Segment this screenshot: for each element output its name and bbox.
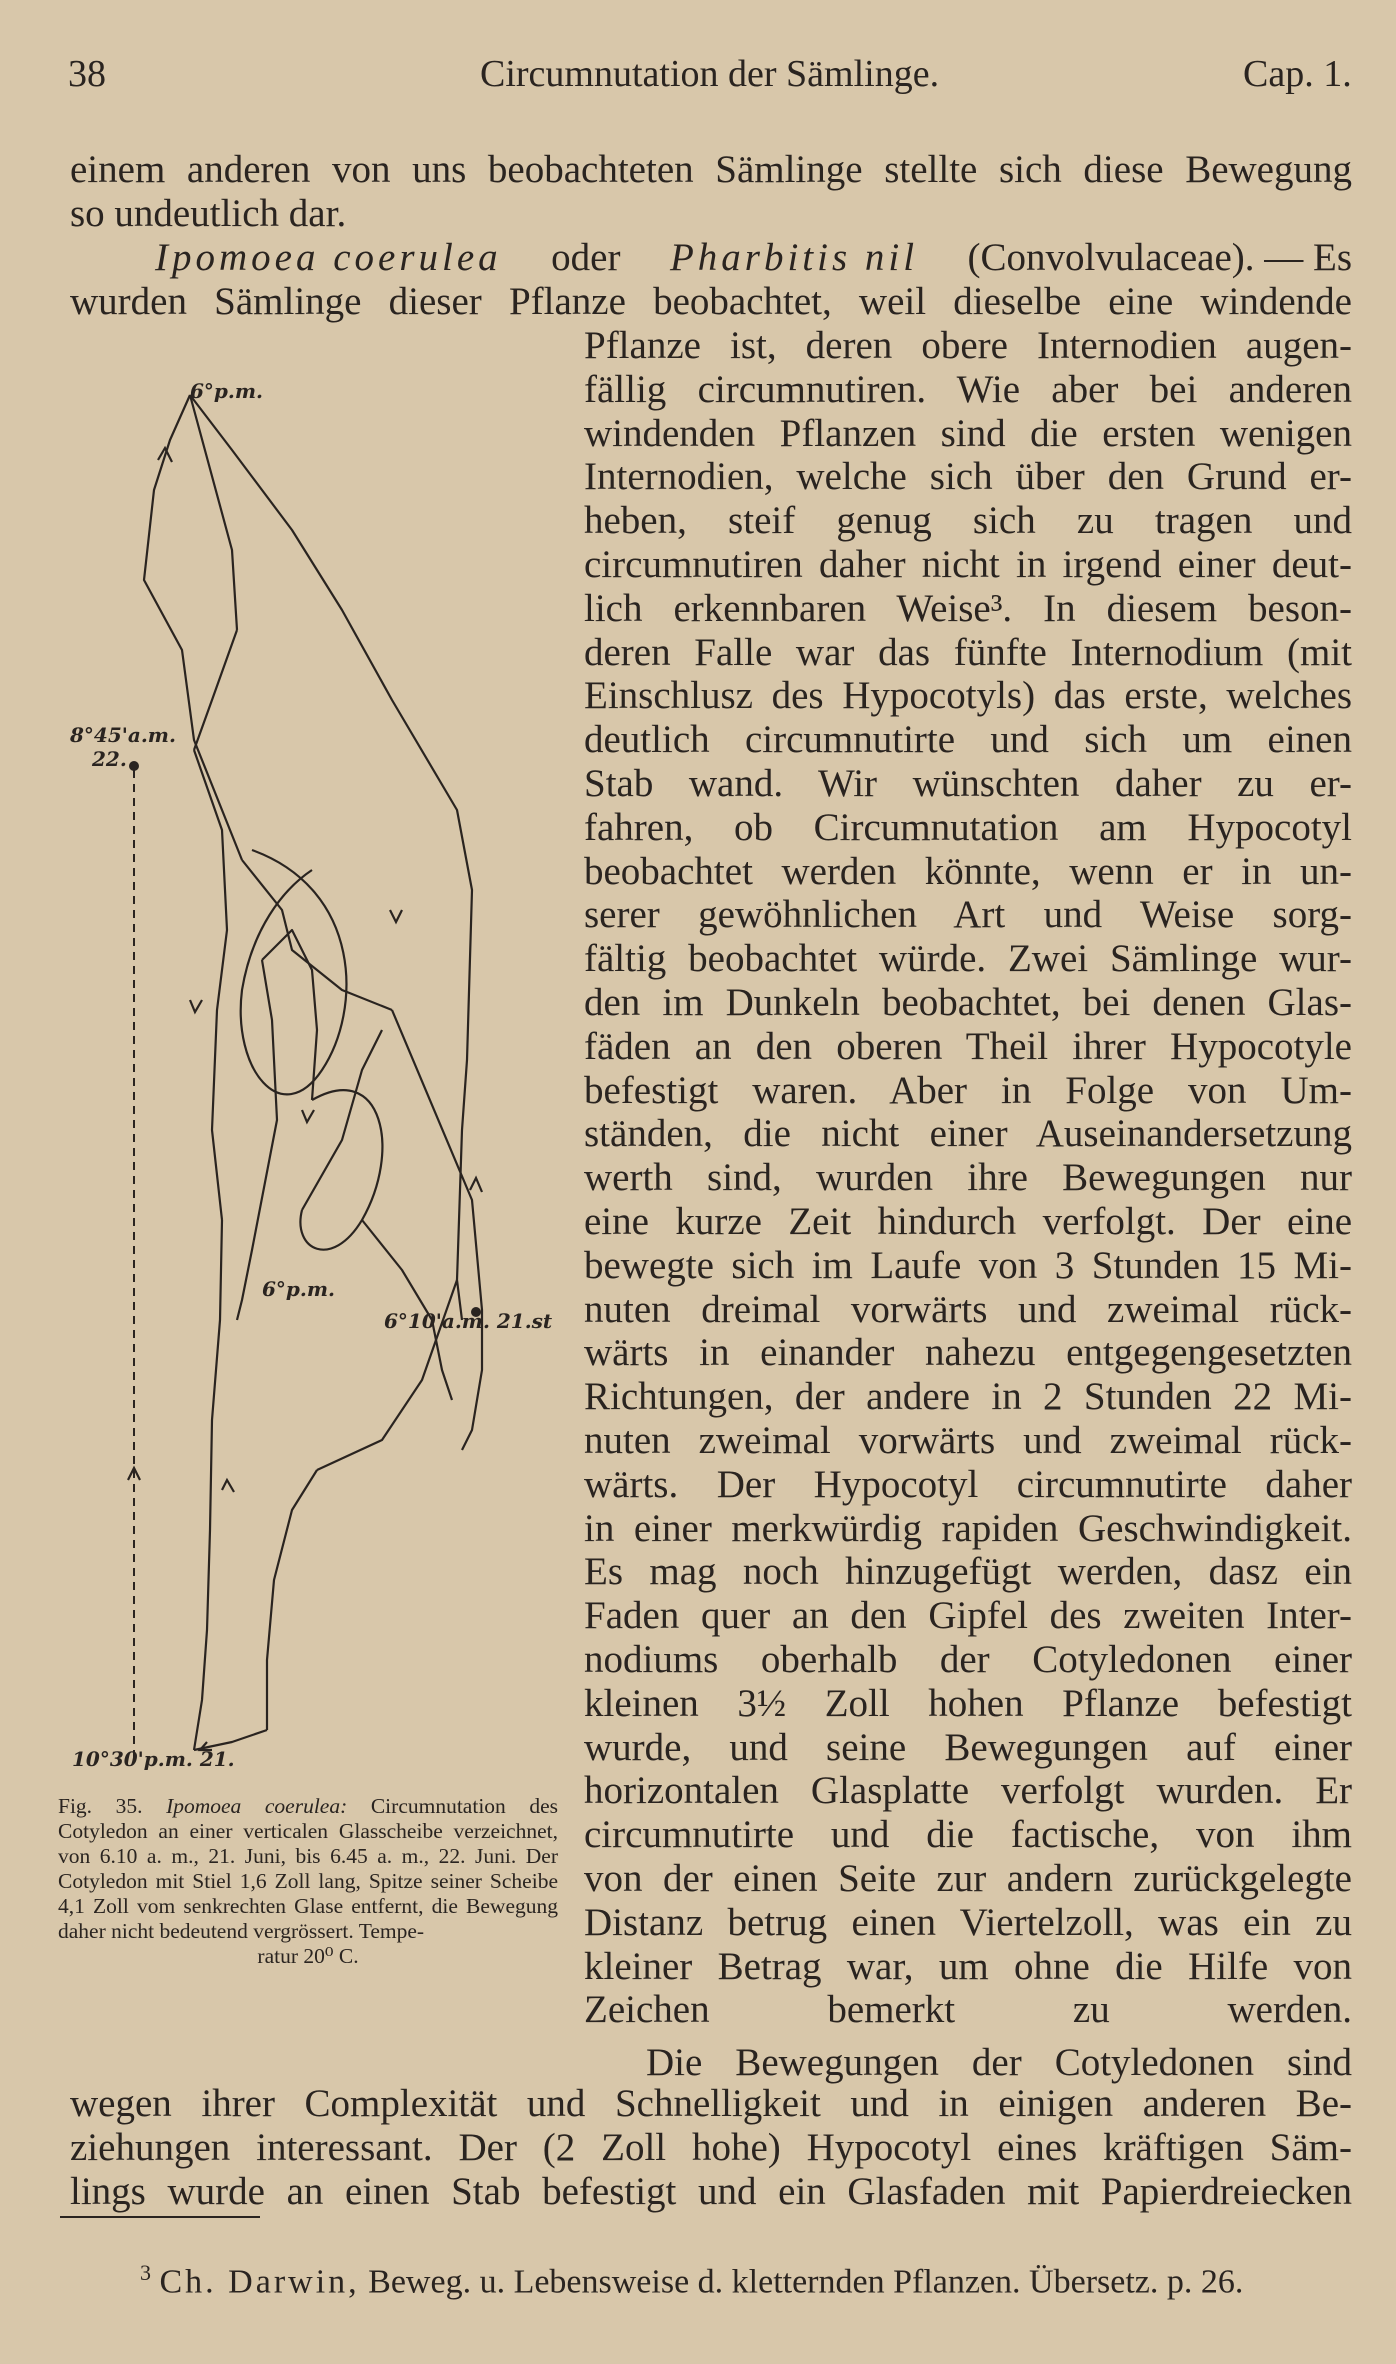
text-line: circumnutirte und die factische, von ihm (584, 1813, 1352, 1857)
text-line: von der einen Seite zur andern zurückgelegte (584, 1857, 1352, 1900)
footnote (140, 2260, 1243, 2301)
paragraph-start: Die Bewegungen der Cotyledonen sind (646, 2041, 1352, 2084)
text-line: serer gewöhnlichen Art und Weise sorg- (584, 893, 1352, 937)
text-line: wurden Sämlinge dieser Pflanze beobachtet, weil dieselbe eine windende (70, 280, 1352, 323)
trace-path (190, 395, 472, 1320)
text-line: heben, steif genug sich zu tragen und (584, 499, 1352, 543)
figure-35 (62, 370, 582, 1790)
footnote-author: Ch. Darwin, (159, 2263, 360, 2301)
arrow-icon (190, 1000, 202, 1012)
text-line: fältig beobachtet würde. Zwei Sämlinge wur- (584, 937, 1352, 981)
text-line: Pflanze ist, deren obere Internodien augen- (584, 324, 1352, 367)
figure-caption (58, 1794, 558, 1969)
text-line: circumnutiren daher nicht in irgend einer deut- (584, 543, 1352, 586)
label-6pm-start: 6°p.m. (190, 379, 263, 403)
circumnutation-diagram (62, 370, 582, 1790)
text-line: nodiums oberhalb der Cotyledonen einer (584, 1638, 1352, 1681)
label-6pm-mid: 6°p.m. (262, 1277, 335, 1301)
footnote-mark: 3 (140, 2260, 151, 2285)
page-number: 38 (68, 53, 106, 95)
text-line: fahren, ob Circumnutation am Hypocotyl (584, 805, 1352, 849)
text-line: den im Dunkeln beobachtet, bei denen Glas- (584, 981, 1352, 1024)
text-span: oder (551, 236, 621, 279)
text-line: Faden quer an den Gipfel des zweiten Inter- (584, 1594, 1352, 1638)
figure-number: Fig. 35. (58, 1794, 143, 1818)
arrow-icon (302, 1110, 314, 1122)
trace-path (392, 1010, 482, 1450)
figure-species: Ipomoea coerulea: (166, 1794, 348, 1818)
text-line: lings wurde an einen Stab befestigt und ein Glasfaden mit Papierdreiecken (70, 2170, 1352, 2213)
text-line: ziehungen interessant. Der (2 Zoll hohe) Hypocotyl eines kräftigen Säm- (70, 2126, 1352, 2169)
chapter-label: Cap. 1. (1243, 53, 1352, 95)
running-title: Circumnutation der Sämlinge. (480, 53, 940, 95)
text-line: eine kurze Zeit hindurch verfolgt. Der eine (584, 1200, 1352, 1243)
species-synonym: Pharbitis nil (669, 236, 919, 279)
text-line: ständen, die nicht einer Auseinandersetzung (584, 1112, 1352, 1156)
text-line: wegen ihrer Complexität und Schnelligkeit und in einigen anderen Be- (70, 2082, 1352, 2125)
text-line: Richtungen, der andere in 2 Stunden 22 Mi- (584, 1375, 1352, 1419)
trace-path (144, 395, 242, 860)
caption-end: ratur 20⁰ C. (257, 1944, 359, 1968)
species-name: Ipomoea coerulea (155, 236, 502, 279)
trace-path (194, 750, 227, 1220)
text-line: Internodien, welche sich über den Grund er- (584, 455, 1352, 499)
trace-path (194, 630, 237, 750)
text-line: deutlich circumnutirte und sich um einen (584, 718, 1352, 762)
label-610am: 6°10'a.m. 21.st (384, 1309, 553, 1333)
caption-text: Circumnutation des Cotyledon an einer verticalen Glasscheibe verzeichnet, von 6.10 a. m., 21. Juni, bis 6.45 a. m., 22. Juni. Der Cotyledon mit Stiel 1,6 Zoll lang, Spitze seiner Scheibe 4,1 Zoll vom senkrechten Glase entfernt, die Bewegung daher nicht bedeutend vergrössert. Tempe- (58, 1794, 559, 1943)
text-line: wärts in einander nahezu entgegengesetzten (584, 1331, 1352, 1375)
trace-path (237, 960, 277, 1320)
text-line: werth sind, wurden ihre Bewegungen nur (584, 1156, 1352, 1200)
text-line: deren Falle war das fünfte Internodium (mit (584, 630, 1352, 674)
text-line: nuten zweimal vorwärts und zweimal rück- (584, 1419, 1352, 1462)
text-line: Stab wand. Wir wünschten daher zu er- (584, 762, 1352, 805)
trace-path (194, 1220, 222, 1750)
footnote-text: Beweg. u. Lebensweise d. kletternden Pflanzen. Übersetz. p. 26. (368, 2263, 1244, 2301)
species-line (155, 238, 1352, 277)
text-line: bewegte sich im Laufe von 3 Stunden 15 Mi- (584, 1243, 1352, 1287)
text-span: (Convolvulaceae). — Es (967, 236, 1352, 279)
text-line: in einer merkwürdig rapiden Geschwindigkeit. (584, 1506, 1352, 1550)
label-845am: 8°45'a.m. (70, 723, 176, 747)
trace-path (267, 1470, 317, 1730)
trace-path (241, 850, 347, 1094)
text-line: Es mag noch hinzugefügt werden, dasz ein (584, 1550, 1352, 1594)
text-line: beobachtet werden könnte, wenn er in un- (584, 849, 1352, 893)
text-line: horizontalen Glasplatte verfolgt wurden. Er (584, 1769, 1352, 1813)
text-line: Zeichen bemerkt zu werden. (584, 1988, 1352, 2032)
text-line: windenden Pflanzen sind die ersten wenigen (584, 411, 1352, 455)
text-line: lich erkennbaren Weise³. In diesem beson- (584, 586, 1352, 630)
text-line: so undeutlich dar. (70, 192, 347, 235)
text-line: Einschlusz des Hypocotyls) das erste, welches (584, 674, 1352, 718)
text-line: Distanz betrug einen Viertelzoll, was ein zu (584, 1900, 1352, 1944)
text-line: wärts. Der Hypocotyl circumnutirte daher (584, 1462, 1352, 1506)
label-1030pm: 10°30'p.m. 21. (72, 1747, 235, 1771)
text-line: kleiner Betrag war, um ohne die Hilfe von (584, 1944, 1352, 1988)
text-line: befestigt waren. Aber in Folge von Um- (584, 1068, 1352, 1112)
text-line: wurde, und seine Bewegungen auf einer (584, 1725, 1352, 1769)
footnote-rule (60, 2216, 260, 2218)
trace-path (242, 860, 392, 1010)
text-line: kleinen 3½ Zoll hohen Pflanze befestigt (584, 1681, 1352, 1725)
text-line: fäden an den oberen Theil ihrer Hypocotyle (584, 1024, 1352, 1068)
arrow-icon (222, 1480, 234, 1492)
text-line: nuten dreimal vorwärts und zweimal rück- (584, 1287, 1352, 1331)
label-22: 22. (92, 747, 127, 771)
trace-path (190, 395, 237, 630)
arrow-icon (390, 910, 402, 922)
text-line: einem anderen von uns beobachteten Sämlinge stellte sich diese Bewegung (70, 148, 1352, 191)
arrow-icon (470, 1178, 482, 1192)
start-dot (129, 761, 139, 771)
text-line: fällig circumnutiren. Wie aber bei anderen (584, 367, 1352, 411)
